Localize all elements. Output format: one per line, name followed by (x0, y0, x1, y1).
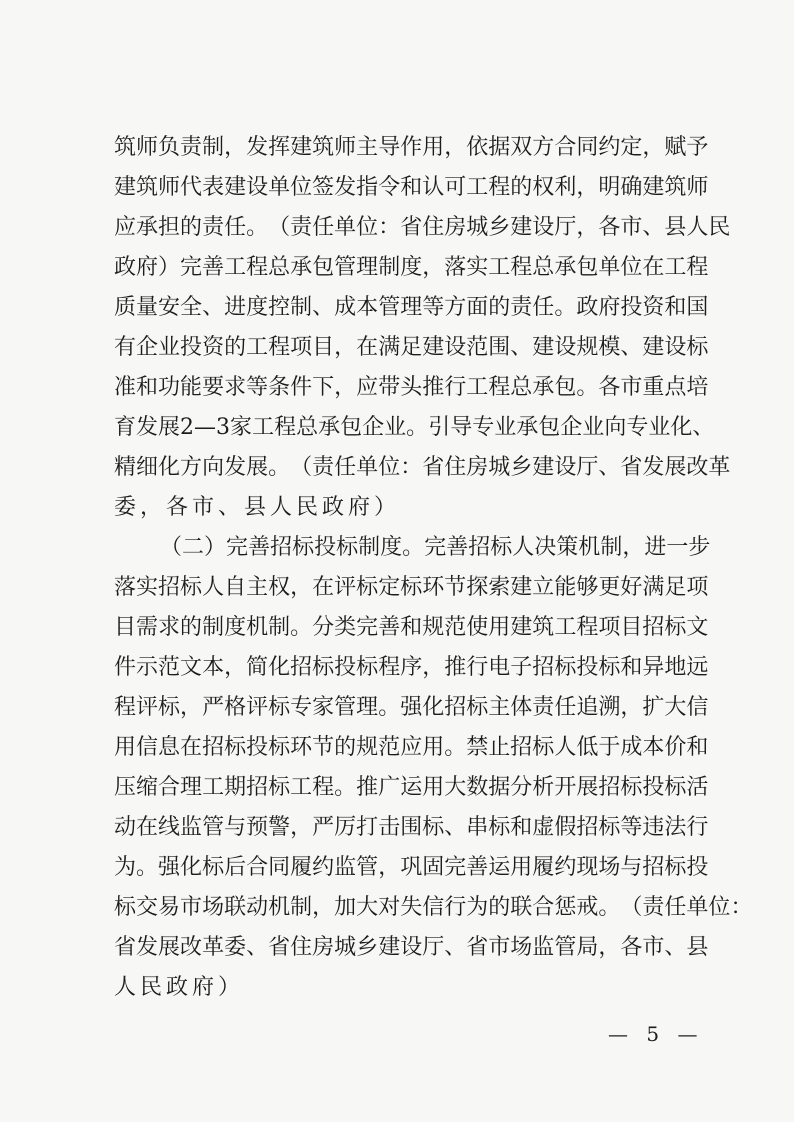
text-line: 压 缩 合 理 工 期 招 标 工 程 。 推 广 运 用 大 数 据 分 析 开 展 招 标 投 标 活 (114, 775, 709, 800)
text-line: 动 在 线 监 管 与 预 警 ， 严 厉 打 击 围 标 、 串 标 和 虚 假 招 标 等 违 法 行 (114, 815, 709, 840)
text-line: 用 信 息 在 招 标 投 标 环 节 的 规 范 应 用 。 禁 止 招 标 人 低 于 成 本 价 和 (114, 735, 709, 760)
text-line: 育 发 展 2—3 家 工 程 总 承 包 企 业 。 引 导 专 业 承 包 企 业 向 专 业 化 、 (114, 415, 715, 440)
text-line: 有 企 业 投 资 的 工 程 项 目 ， 在 满 足 建 设 范 围 、 建 设 规 模 、 建 设 标 (114, 335, 709, 360)
text-line: 件 示 范 文 本 ， 简 化 招 标 投 标 程 序 ， 推 行 电 子 招 标 投 标 和 异 地 远 (114, 655, 709, 680)
text-line: 应 承 担 的 责 任 。 （ 责 任 单 位 ： 省 住 房 城 乡 建 设 厅 ， 各 市 、 县 人 民 (114, 215, 731, 240)
text-line: 落 实 招 标 人 自 主 权 ， 在 评 标 定 标 环 节 探 索 建 立 能 够 更 好 满 足 项 (114, 575, 709, 600)
text-line: 精 细 化 方 向 发 展 。 （ 责 任 单 位 ： 省 住 房 城 乡 建 设 厅 、 省 发 展 改 革 (114, 455, 731, 480)
text-line: 为 。 强 化 标 后 合 同 履 约 监 管 ， 巩 固 完 善 运 用 履 约 现 场 与 招 标 投 (114, 855, 709, 880)
text-line: 质 量 安 全 、 进 度 控 制 、 成 本 管 理 等 方 面 的 责 任 。 政 府 投 资 和 国 (114, 295, 709, 320)
text-line: 人民政府） (114, 975, 245, 1000)
text-line: 委，各市、县人民政府） (114, 495, 401, 520)
text-line: 准 和 功 能 要 求 等 条 件 下 ， 应 带 头 推 行 工 程 总 承 包 。 各 市 重 点 培 (114, 375, 709, 400)
text-line: 程 评 标 ， 严 格 评 标 专 家 管 理 。 强 化 招 标 主 体 责 任 追 溯 ， 扩 大 信 (114, 695, 709, 720)
text-line: 建 筑 师 代 表 建 设 单 位 签 发 指 令 和 认 可 工 程 的 权 利 ， 明 确 建 筑 师 (114, 175, 709, 200)
page-number: — 5 — (608, 1022, 704, 1046)
text-line: 政 府 ） 完 善 工 程 总 承 包 管 理 制 度 ， 落 实 工 程 总 承 包 单 位 在 工 程 (114, 255, 709, 280)
text-line: 省 发 展 改 革 委 、 省 住 房 城 乡 建 设 厅 、 省 市 场 监 管 局 ， 各 市 、 县 (114, 935, 709, 960)
text-line: 标 交 易 市 场 联 动 机 制 ， 加 大 对 失 信 行 为 的 联 合 惩 戒 。 （ 责 任 单 位 ： (114, 895, 753, 920)
section-heading-line: （ 二 ） 完 善 招 标 投 标 制 度 。 完 善 招 标 人 决 策 机 制 ， 进 一 步 (160, 535, 711, 560)
text-line: 目 需 求 的 制 度 机 制 。 分 类 完 善 和 规 范 使 用 建 筑 工 程 项 目 招 标 文 (114, 615, 709, 640)
text-line: 筑 师 负 责 制 ， 发 挥 建 筑 师 主 导 作 用 ， 依 据 双 方 合 同 约 定 ， 赋 予 (114, 135, 709, 160)
